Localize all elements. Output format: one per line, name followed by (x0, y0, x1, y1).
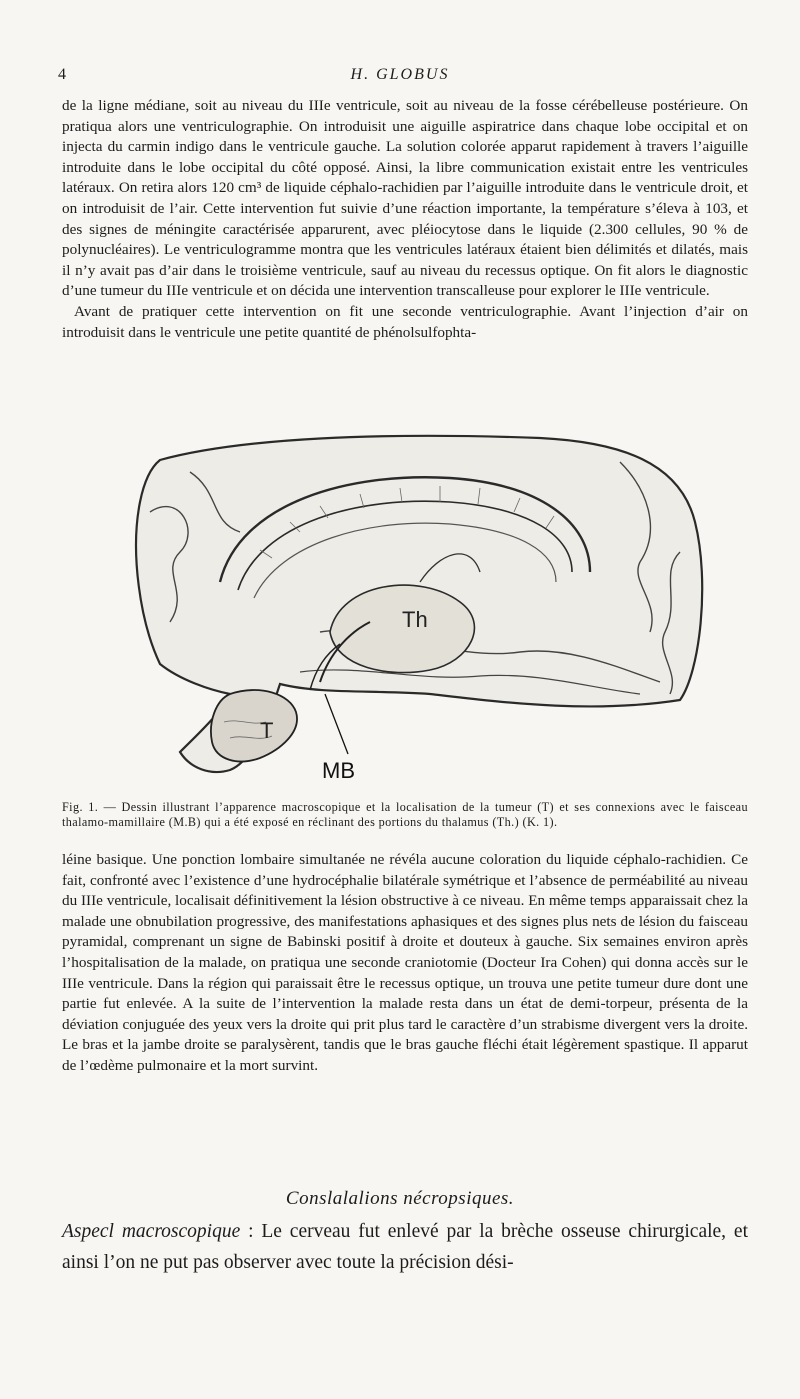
running-head: H. GLOBUS (350, 66, 450, 83)
section-text: : Le cerveau fut enlevé par la brèche osseuse chirurgicale, et ainsi l’on ne put pas observer avec toute la précision dési- (62, 1221, 748, 1273)
brain-figure (120, 432, 720, 792)
paragraph: léine basique. Une ponction lombaire simultanée ne révéla aucune coloration du liquide céphalo-rachidien. Ce fait, confronté avec l’existence d’une hydrocéphalie bilatérale symétrique et l’absence de perméabilité au niveau du IIIe ventricule, localisait définitivement la lésion obstructive à ce niveau. En même temps apparaissait chez la malade une obnubilation progressive, des manifestations aphasiques et des signes plus nets de lésion du faisceau pyramidal, comprenant un signe de Babinski positif à droite et douteux à gauche. Six semaines environ après l’hospitalisation de la malade, on pratiqua une seconde craniotomie (Docteur Ira Cohen) qui donna accès sur le IIIe ventricule. Dans la région qui paraissait être le recessus optique, un trouva une petite tumeur dure dont une partie fut enlevée. A la suite de l’intervention la malade resta dans un état de demi-torpeur, présenta de la déviation conjuguée des yeux vers la droite qui prit plus tard le caractère d’un strabisme divergent vers la droite. Le bras et la jambe droite se paralysèrent, tandis que le bras gauche fléchi était légèrement spastique. Il apparut de l’œdème pulmonaire et la mort survint. (62, 851, 748, 1074)
paragraph: Avant de pratiquer cette intervention on fit une seconde ventriculographie. Avant l’injection d’air on introduisit dans le ventricule une petite quantité de phénolsulfophta- (62, 302, 748, 341)
label-mamillary-bundle: MB (322, 758, 355, 783)
body-text-bottom (62, 850, 748, 1077)
body-text-top (62, 96, 748, 343)
label-tumor: T (260, 718, 274, 743)
paragraph: de la ligne médiane, soit au niveau du IIIe ventricule, soit au niveau de la fosse cérébelleuse postérieure. On pratiqua alors une ventriculographie. On introduisit une aiguille aspiratrice dans chaque lobe occipital et on injecta du carmin indigo dans le ventricule gauche. La solution colorée apparut rapidement à travers l’aiguille introduite dans le lobe occipital du côté opposé. Ainsi, la libre communication existait entre les ventricules latéraux. On retira alors 120 cm³ de liquide céphalo-rachidien par l’aiguille introduite dans le ventricule droit, et on introduisit de l’air. Cette intervention fut suivie d’une réaction importante, la température s’éleva à 103, et des signes de méningite caractérisée apparurent, avec pléiocytose dans le liquide (2.300 cellules, 90 % de polynucléaires). Le ventriculogramme montra que les ventricules latéraux étaient bien délimités et dilatés, mais il n’y avait pas d’air dans le troisième ventricule, sauf au niveau du recessus optique. On fit alors le diagnostic d’une tumeur du IIIe ventricule et on décida une intervention transcalleuse pour explorer le IIIe ventricule. (62, 97, 748, 300)
figure-caption: Fig. 1. — Dessin illustrant l’apparence macroscopique et la localisation de la tumeur (T) et ses connexions avec le faisceau thalamo-mamillaire (M.B) qui a été exposé en réclinant des portions du thalamus (Th.) (K. 1). (62, 800, 748, 829)
label-thalamus: Th (402, 607, 428, 632)
brain-illustration (120, 432, 720, 792)
section-paragraph (62, 1216, 748, 1278)
section-lead: Aspecl macroscopique (62, 1221, 241, 1242)
page-header (40, 66, 760, 90)
page-number: 4 (58, 66, 66, 83)
section-heading: Conslalalions nécropsiques. (285, 1188, 515, 1209)
